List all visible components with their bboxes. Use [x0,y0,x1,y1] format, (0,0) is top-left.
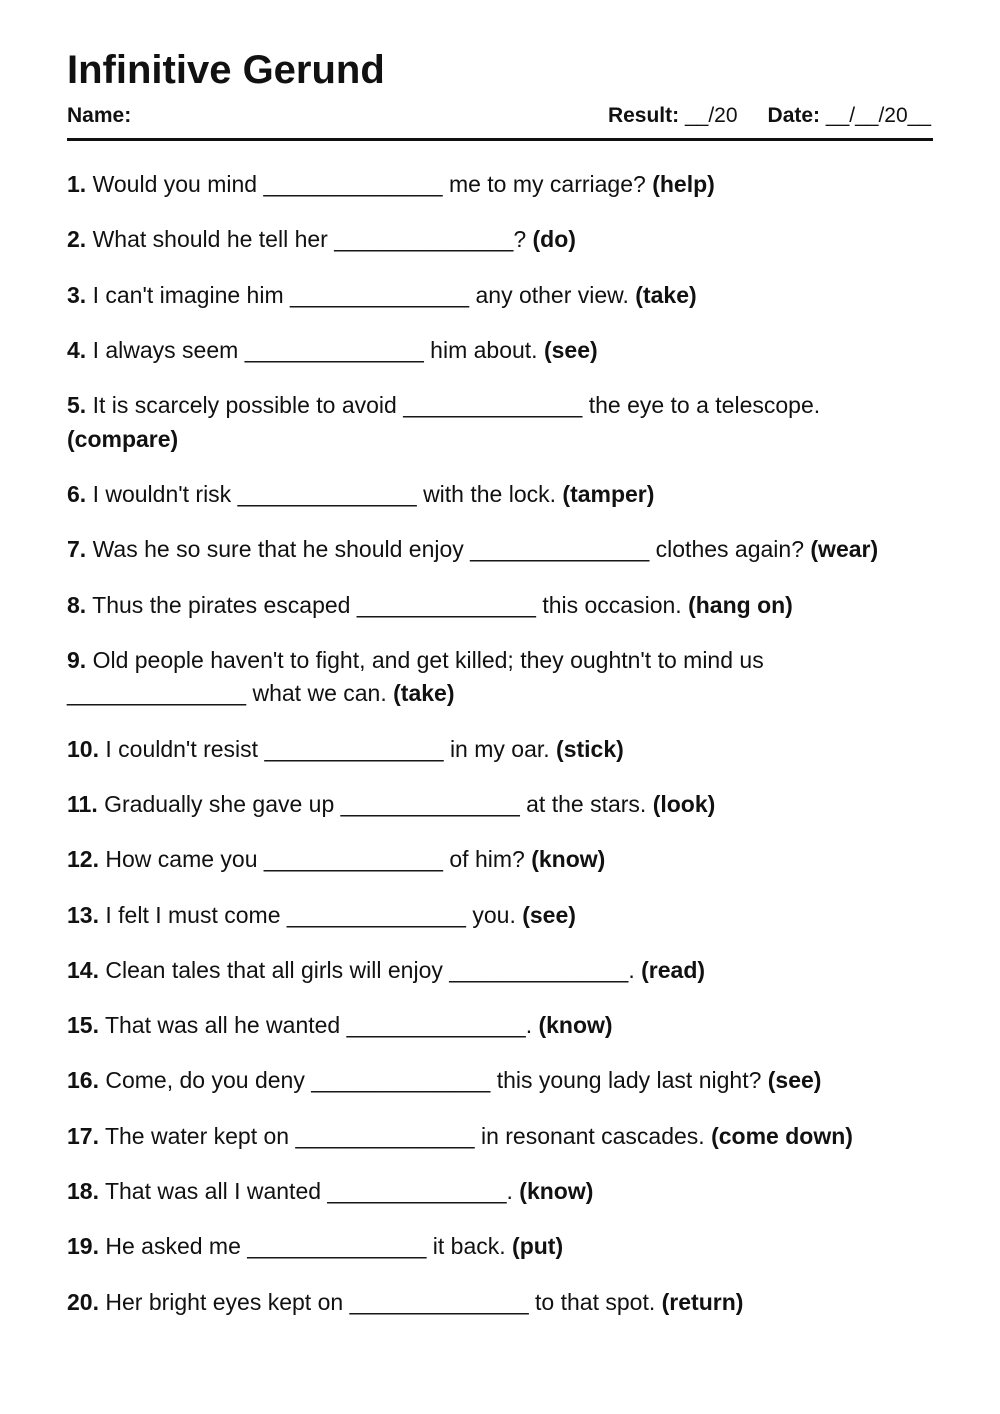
question-text-after: you. [472,901,516,928]
verb-hint: (help) [652,171,715,197]
question-text-after: it back. [432,1233,506,1260]
question-item [67,644,933,711]
verb-hint: (return) [661,1288,744,1315]
verb-hint: (see) [543,336,598,363]
answer-blank[interactable]: ______________ [340,790,520,817]
verb-hint: (do) [532,226,576,253]
question-text-before: Old people haven't to fight, and get killed; they oughtn't to mind us [92,646,764,673]
answer-blank[interactable]: ______________ [237,480,417,507]
question-text-after: . [525,1012,533,1039]
question-text-before: I can't imagine him [92,281,284,308]
question-number: 9. [67,646,87,673]
question-text-after: . [628,956,635,983]
question-text-before: I couldn't resist [105,735,259,762]
question-text-before: Would you mind [92,171,258,197]
question-text-after: this young lady last night? [496,1067,762,1094]
question-item [67,954,933,988]
answer-blank[interactable]: ______________ [264,735,444,762]
question-number: 7. [67,536,87,563]
question-text-after: this occasion. [542,591,682,618]
question-text-before: Her bright eyes kept on [105,1288,344,1315]
page-title: Infinitive Gerund [67,48,385,92]
question-text-before: I always seem [92,336,239,363]
question-text-before: He asked me [105,1233,241,1260]
verb-hint: (see) [522,901,576,928]
question-number: 3. [67,281,87,308]
question-text-after: me to my carriage? [448,171,646,197]
question-item [67,334,933,368]
verb-hint: (take) [393,680,455,707]
question-text-after: with the lock. [423,480,557,507]
name-label: Name: [67,104,132,127]
question-item [67,899,933,933]
question-number: 2. [67,226,87,253]
question-text-before: Clean tales that all girls will enjoy [105,956,443,983]
question-text-before: Gradually she gave up [104,790,335,817]
question-item [67,389,933,456]
verb-hint: (take) [635,281,697,308]
question-number: 20. [67,1288,99,1315]
result-label: Result: [607,104,680,127]
question-text-after: what we can. [252,680,387,707]
question-text-after: clothes again? [655,536,804,563]
question-item [67,843,933,877]
question-text-before: That was all he wanted [104,1012,341,1039]
answer-blank[interactable]: ______________ [334,226,514,253]
header-divider [67,138,933,141]
date-value: __/__/20__ [825,104,931,127]
result-value: __/20 [684,104,738,127]
answer-blank[interactable]: ______________ [295,1122,475,1149]
verb-hint: (come down) [711,1122,853,1149]
question-text-after: to that spot. [535,1288,656,1315]
answer-blank[interactable]: ______________ [286,901,466,928]
answer-blank[interactable]: ______________ [327,1178,507,1205]
verb-hint: (hang on) [688,591,793,618]
answer-blank[interactable]: ______________ [346,1012,526,1039]
date-label: Date: [767,104,821,127]
answer-blank[interactable]: ______________ [247,1233,427,1260]
verb-hint: (know) [519,1178,594,1205]
answer-blank[interactable]: ______________ [67,680,247,707]
question-item [67,279,933,313]
verb-hint: (know) [531,846,606,873]
question-text-before: I felt I must come [105,901,281,928]
question-text-after: . [506,1178,513,1205]
question-item [67,1230,933,1264]
question-number: 15. [67,1012,99,1039]
verb-hint: (know) [538,1012,613,1039]
verb-hint: (read) [641,956,706,983]
question-item [67,223,933,257]
question-number: 14. [67,956,99,983]
question-text-before: How came you [105,846,258,873]
answer-blank[interactable]: ______________ [311,1067,491,1094]
answer-blank[interactable]: ______________ [263,846,443,873]
answer-blank[interactable]: ______________ [356,591,536,618]
question-item [67,1286,933,1320]
question-text-after: of him? [449,846,525,873]
question-text-after: at the stars. [526,790,647,817]
question-text-after: him about. [430,336,538,363]
question-item [67,1175,933,1209]
question-number: 10. [67,735,99,762]
question-text-after: any other view. [475,281,629,308]
verb-hint: (stick) [556,735,624,762]
answer-blank[interactable]: ______________ [244,336,424,363]
question-text-after: ? [513,226,527,253]
question-item [67,1120,933,1154]
question-number: 8. [67,591,87,618]
question-item [67,733,933,767]
question-item [67,1064,933,1098]
verb-hint: (look) [652,790,716,817]
verb-hint: (put) [512,1233,564,1260]
question-number: 18. [67,1178,99,1205]
question-text-before: That was all I wanted [104,1178,322,1205]
answer-blank[interactable]: ______________ [349,1288,529,1315]
question-list [67,168,933,1341]
answer-blank[interactable]: ______________ [449,956,629,983]
verb-hint: (tamper) [562,480,655,507]
question-text-after: the eye to a telescope. [588,392,821,419]
question-item [67,533,933,567]
question-text-before: The water kept on [104,1122,290,1149]
question-number: 13. [67,901,99,928]
question-item [67,478,933,512]
question-number: 17. [67,1122,99,1149]
question-text-before: Thus the pirates escaped [92,591,351,618]
question-number: 19. [67,1233,99,1260]
answer-blank[interactable]: ______________ [470,536,650,563]
question-number: 5. [67,392,87,419]
question-number: 6. [67,480,87,507]
verb-hint: (wear) [810,536,879,563]
header-row [67,102,933,130]
question-text-before: Was he so sure that he should enjoy [92,536,464,563]
question-number: 1. [67,171,87,197]
answer-blank[interactable]: ______________ [403,392,583,419]
question-text-after: in resonant cascades. [480,1122,705,1149]
question-number: 16. [67,1067,99,1094]
result-date-fields [608,102,931,130]
question-item [67,788,933,822]
answer-blank[interactable]: ______________ [290,281,470,308]
question-text-after: in my oar. [449,735,550,762]
question-text-before: I wouldn't risk [92,480,232,507]
question-number: 12. [67,846,99,873]
question-item [67,168,933,202]
verb-hint: (compare) [67,425,179,452]
question-number: 11. [67,790,98,817]
question-text-before: It is scarcely possible to avoid [92,392,397,419]
verb-hint: (see) [767,1067,822,1094]
question-text-before: Come, do you deny [105,1067,305,1094]
question-number: 4. [67,336,87,363]
question-text-before: What should he tell her [92,226,328,253]
question-item [67,589,933,623]
answer-blank[interactable]: ______________ [263,171,443,197]
question-item [67,1009,933,1043]
